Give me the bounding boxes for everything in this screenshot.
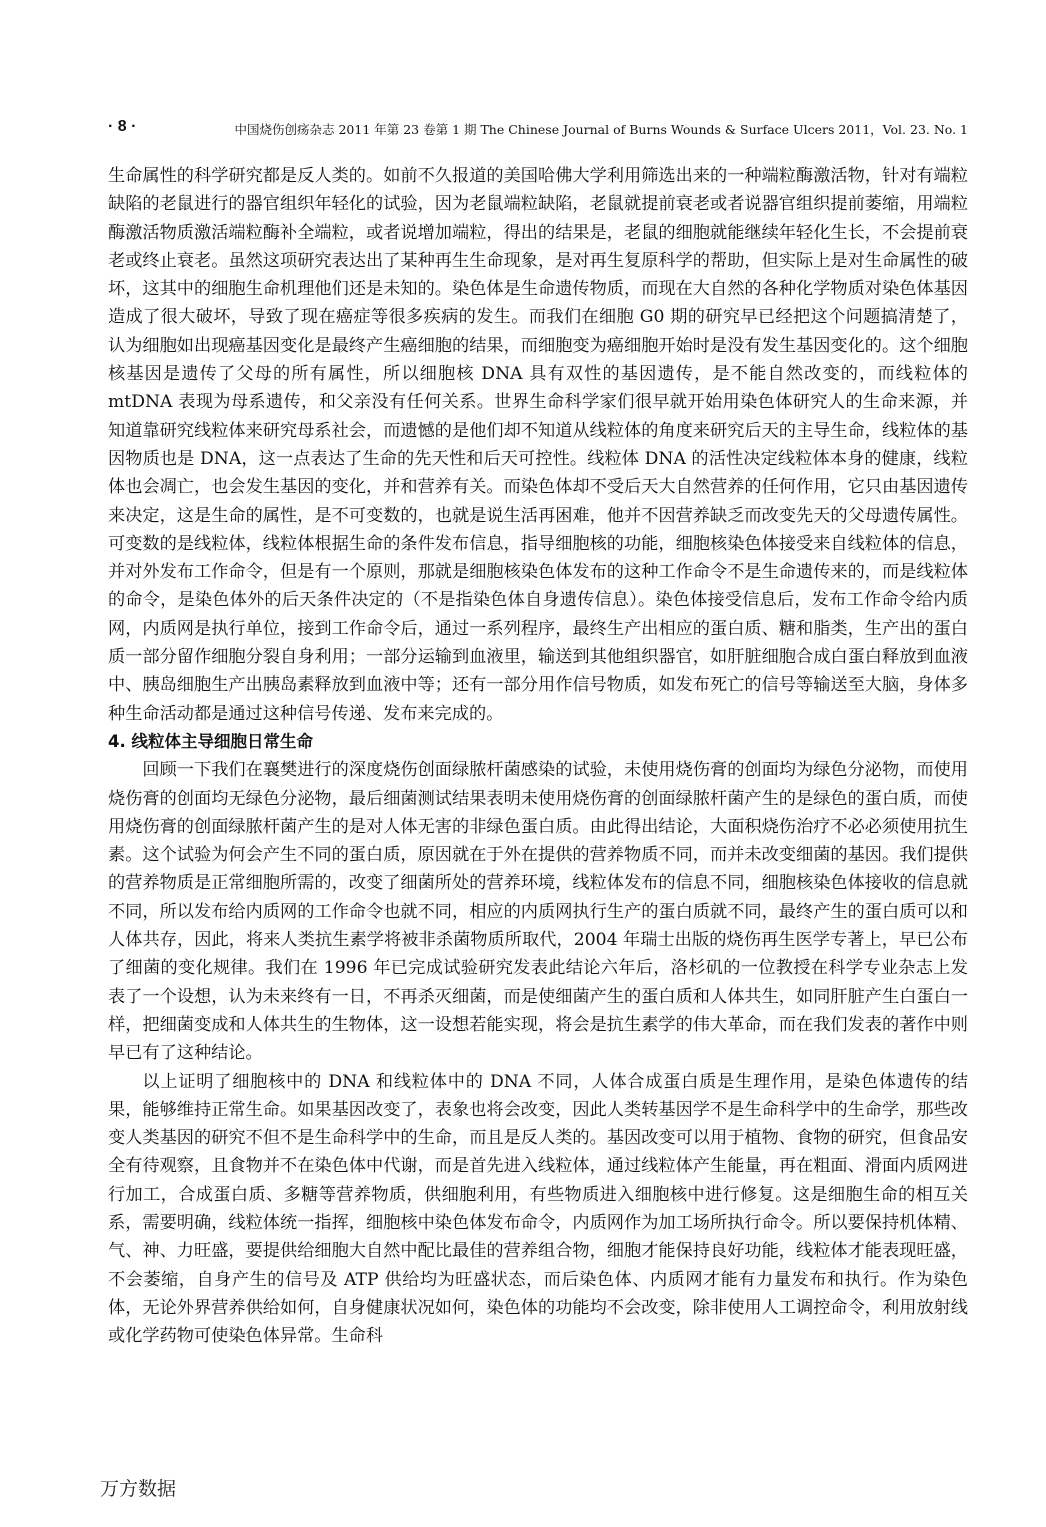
paragraph-continued: 生命属性的科学研究都是反人类的。如前不久报道的美国哈佛大学利用筛选出来的一种端粒酶激活物，针对有端粒缺陷的老鼠进行的器官组织年轻化的试验，因为老鼠端粒缺陷，老鼠就提前衰老或者说器官组织提前萎缩，用端粒酶激活物质激活端粒酶补全端粒，或者说增加端粒，得出的结果是，老鼠的细胞就能继续年轻化生长，不会提前衰老或终止衰老。虽然这项研究表达出了某种再生生命现象，是对再生复原科学的帮助，但实际上是对生命属性的破坏，这其中的细胞生命机理他们还是未知的。染色体是生命遗传物质，而现在大自然的各种化学物质对染色体基因造成了很大破坏，导致了现在癌症等很多疾病的发生。而我们在细胞 G0 期的研究早已经把这个问题搞清楚了，认为细胞如出现癌基因变化是最终产生癌细胞的结果，而细胞变为癌细胞开始时是没有发生基因变化的。这个细胞核基因是遗传了父母的所有属性，所以细胞核 DNA 具有双性的基因遗传，是不能自然改变的，而线粒体的 mtDNA 表现为母系遗传，和父亲没有任何关系。世界生命科学家们很早就开始用染色体研究人的生命来源，并知道靠研究线粒体来研究母系社会，而遗憾的是他们却不知道从线粒体的角度来研究后天的主导生命，线粒体的基因物质也是 DNA，这一点表达了生命的先天性和后天可控性。线粒体 DNA 的活性决定线粒体本身的健康，线粒体也会凋亡，也会发生基因的变化，并和营养有关。而染色体却不受后天大自然营养的任何作用，它只由基因遗传来决定，这是生命的属性，是不可变数的，也就是说生活再困难，他并不因营养缺乏而改变先天的父母遗传属性。可变数的是线粒体，线粒体根据生命的条件发布信息，指导细胞核的功能，细胞核染色体接受来自线粒体的信息，并对外发布工作命令，但是有一个原则，那就是细胞核染色体发布的这种工作命令不是生命遗传来的，而是线粒体的命令，是染色体外的后天条件决定的（不是指染色体自身遗传信息）。染色体接受信息后，发布工作命令给内质网，内质网是执行单位，接到工作命令后，通过一系列程序，最终生产出相应的蛋白质、糖和脂类，生产出的蛋白质一部分留作细胞分裂自身利用；一部分运输到血液里，输送到其他组织器官，如肝脏细胞合成白蛋白释放到血液中、胰岛细胞生产出胰岛素释放到血液中等；还有一部分用作信号物质，如发布死亡的信号等输送至大脑，身体多种生命活动都是通过这种信号传递、发布来完成的。 — [108, 166, 968, 724]
wanfang-watermark: 万方数据 — [100, 1478, 177, 1500]
page-number: · 8 · — [108, 118, 137, 135]
running-header — [108, 118, 968, 142]
paragraph-burn-trial: 回顾一下我们在襄樊进行的深度烧伤创面绿脓杆菌感染的试验，未使用烧伤膏的创面均为绿色分泌物，而使用烧伤膏的创面均无绿色分泌物，最后细菌测试结果表明未使用烧伤膏的创面绿脓杆菌产生的是绿色的蛋白质，而使用烧伤膏的创面绿脓杆菌产生的是对人体无害的非绿色蛋白质。由此得出结论，大面积烧伤治疗不必必须使用抗生素。这个试验为何会产生不同的蛋白质，原因就在于外在提供的营养物质不同，而并未改变细菌的基因。我们提供的营养物质是正常细胞所需的，改变了细菌所处的营养环境，线粒体发布的信息不同，细胞核染色体接收的信息就不同，所以发布给内质网的工作命令也就不同，相应的内质网执行生产的蛋白质就不同，最终产生的蛋白质可以和人体共存，因此，将来人类抗生素学将被非杀菌物质所取代，2004 年瑞士出版的烧伤再生医学专著上，早已公布了细菌的变化规律。我们在 1996 年已完成试验研究发表此结论六年后，洛杉矶的一位教授在科学专业杂志上发表了一个设想，认为未来终有一日，不再杀灭细菌，而是使细菌产生的蛋白质和人体共生，如同肝脏产生白蛋白一样，把细菌变成和人体共生的生物体，这一设想若能实现，将会是抗生素学的伟大革命，而在我们发表的著作中则早已有了这种结论。 — [108, 760, 968, 1064]
article-body — [108, 162, 968, 1350]
section-heading-4: 4. 线粒体主导细胞日常生命 — [108, 731, 313, 751]
journal-citation: 中国烧伤创疡杂志 2011 年第 23 卷第 1 期 The Chinese Journal of Burns Wounds & Surface Ulcers 2011，Vol. 23. No. 1 — [234, 122, 968, 137]
paragraph-dna-conclusion: 以上证明了细胞核中的 DNA 和线粒体中的 DNA 不同，人体合成蛋白质是生理作用，是染色体遗传的结果，能够维持正常生命。如果基因改变了，表象也将会改变，因此人类转基因学不是生命科学中的生命学，那些改变人类基因的研究不但不是生命科学中的生命，而且是反人类的。基因改变可以用于植物、食物的研究，但食品安全有待观察，且食物并不在染色体中代谢，而是首先进入线粒体，通过线粒体产生能量，再在粗面、滑面内质网进行加工，合成蛋白质、多糖等营养物质，供细胞利用，有些物质进入细胞核中进行修复。这是细胞生命的相互关系，需要明确，线粒体统一指挥，细胞核中染色体发布命令，内质网作为加工场所执行命令。所以要保持机体精、气、神、力旺盛，要提供给细胞大自然中配比最佳的营养组合物，细胞才能保持良好功能，线粒体才能表现旺盛，不会萎缩，自身产生的信号及 ATP 供给均为旺盛状态，而后染色体、内质网才能有力量发布和执行。作为染色体，无论外界营养供给如何，自身健康状况如何，染色体的功能均不会改变，除非使用人工调控命令，利用放射线或化学药物可使染色体异常。生命科 — [108, 1071, 968, 1347]
